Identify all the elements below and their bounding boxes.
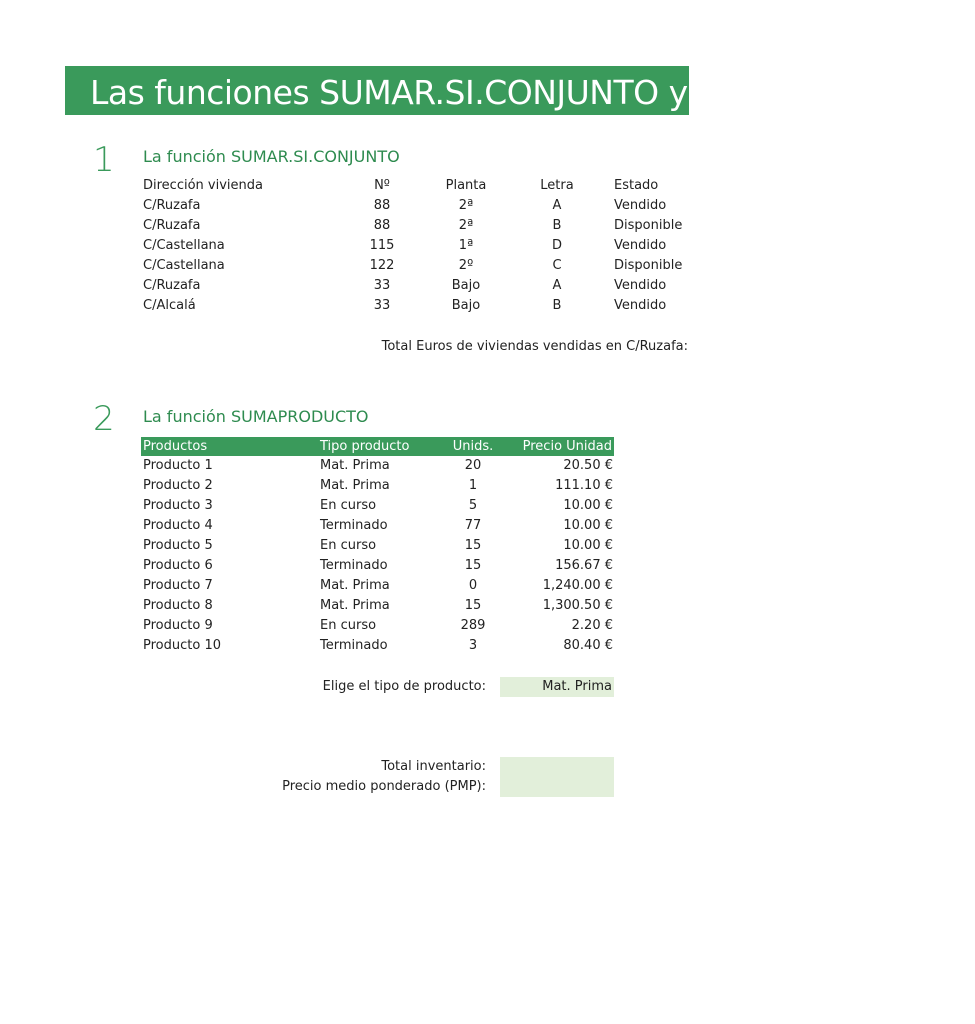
cell-letra[interactable]: A — [552, 198, 562, 213]
cell-unids[interactable]: 5 — [468, 498, 478, 513]
results-output-cells[interactable] — [500, 757, 614, 797]
cell-tipo-producto[interactable]: Terminado — [320, 638, 388, 653]
cell-estado[interactable]: Disponible — [614, 218, 683, 233]
cell-estado[interactable]: Vendido — [614, 198, 667, 213]
pmp-label: Precio medio ponderado (PMP): — [282, 779, 486, 794]
cell-tipo-producto[interactable]: Terminado — [320, 518, 388, 533]
page-title: Las funciones SUMAR.SI.CONJUNTO y SUMAPRODUCTO — [90, 73, 975, 112]
cell-tipo-producto[interactable]: Mat. Prima — [320, 598, 390, 613]
product-type-input[interactable] — [500, 677, 614, 697]
cell-estado[interactable]: Vendido — [614, 298, 667, 313]
cell-letra[interactable]: A — [552, 278, 562, 293]
cell-direccion[interactable]: C/Ruzafa — [143, 198, 201, 213]
cell-planta[interactable]: Bajo — [451, 298, 481, 313]
cell-producto[interactable]: Producto 4 — [143, 518, 213, 533]
cell-planta[interactable]: 2ª — [458, 218, 474, 233]
cell-producto[interactable]: Producto 9 — [143, 618, 213, 633]
cell-producto[interactable]: Producto 10 — [143, 638, 221, 653]
cell-tipo-producto[interactable]: Terminado — [320, 558, 388, 573]
cell-numero[interactable]: 88 — [373, 198, 391, 213]
cell-estado[interactable]: Vendido — [614, 238, 667, 253]
header-precio-unidad[interactable]: Precio Unidad — [522, 439, 612, 454]
cell-unids[interactable]: 15 — [464, 558, 482, 573]
total-inventory-label: Total inventario: — [381, 759, 486, 774]
cell-precio-unidad[interactable]: 1,240.00 € — [542, 578, 613, 593]
header-productos[interactable]: Productos — [143, 439, 208, 454]
cell-tipo-producto[interactable]: Mat. Prima — [320, 478, 390, 493]
cell-tipo-producto[interactable]: En curso — [320, 538, 377, 553]
cell-precio-unidad[interactable]: 1,300.50 € — [542, 598, 613, 613]
total-ruzafa-label: Total Euros de viviendas vendidas en C/Ruzafa: — [381, 339, 688, 354]
cell-unids[interactable]: 77 — [464, 518, 482, 533]
header-direccion[interactable]: Dirección vivienda — [143, 178, 263, 193]
cell-precio-unidad[interactable]: 2.20 € — [571, 618, 613, 633]
cell-producto[interactable]: Producto 3 — [143, 498, 213, 513]
cell-estado[interactable]: Disponible — [614, 258, 683, 273]
section-1-title: La función SUMAR.SI.CONJUNTO — [143, 147, 400, 166]
product-type-value: Mat. Prima — [542, 679, 612, 694]
choose-type-label: Elige el tipo de producto: — [322, 679, 486, 694]
header-tipo-producto[interactable]: Tipo producto — [320, 439, 410, 454]
cell-producto[interactable]: Producto 2 — [143, 478, 213, 493]
section-1-number: 1 — [93, 140, 115, 180]
cell-precio-unidad[interactable]: 111.10 € — [555, 478, 613, 493]
cell-tipo-producto[interactable]: En curso — [320, 498, 377, 513]
cell-tipo-producto[interactable]: En curso — [320, 618, 377, 633]
cell-planta[interactable]: 2ª — [458, 198, 474, 213]
cell-precio-unidad[interactable]: 80.40 € — [563, 638, 613, 653]
cell-unids[interactable]: 0 — [468, 578, 478, 593]
cell-unids[interactable]: 289 — [460, 618, 486, 633]
cell-letra[interactable]: C — [552, 258, 562, 273]
cell-direccion[interactable]: C/Ruzafa — [143, 278, 201, 293]
cell-producto[interactable]: Producto 6 — [143, 558, 213, 573]
header-letra[interactable]: Letra — [540, 178, 574, 193]
cell-estado[interactable]: Vendido — [614, 278, 667, 293]
cell-planta[interactable]: 1ª — [458, 238, 474, 253]
cell-precio-unidad[interactable]: 20.50 € — [563, 458, 613, 473]
cell-direccion[interactable]: C/Ruzafa — [143, 218, 201, 233]
section-2-title: La función SUMAPRODUCTO — [143, 407, 369, 426]
section-2-number: 2 — [93, 399, 115, 439]
header-estado[interactable]: Estado — [614, 178, 659, 193]
cell-precio-unidad[interactable]: 10.00 € — [563, 518, 613, 533]
header-unids[interactable]: Unids. — [452, 439, 494, 454]
title-banner — [65, 66, 975, 115]
cell-unids[interactable]: 3 — [468, 638, 478, 653]
cell-unids[interactable]: 1 — [468, 478, 478, 493]
cell-direccion[interactable]: C/Castellana — [143, 258, 225, 273]
cell-producto[interactable]: Producto 8 — [143, 598, 213, 613]
cell-producto[interactable]: Producto 5 — [143, 538, 213, 553]
cell-numero[interactable]: 88 — [373, 218, 391, 233]
cell-unids[interactable]: 15 — [464, 538, 482, 553]
products-header-row — [141, 437, 614, 456]
header-planta[interactable]: Planta — [445, 178, 487, 193]
cell-numero[interactable]: 33 — [373, 278, 391, 293]
cell-unids[interactable]: 15 — [464, 598, 482, 613]
cell-tipo-producto[interactable]: Mat. Prima — [320, 578, 390, 593]
cell-precio-unidad[interactable]: 10.00 € — [563, 498, 613, 513]
cell-direccion[interactable]: C/Castellana — [143, 238, 225, 253]
cell-numero[interactable]: 33 — [373, 298, 391, 313]
cell-unids[interactable]: 20 — [464, 458, 482, 473]
cell-planta[interactable]: Bajo — [451, 278, 481, 293]
cell-numero[interactable]: 122 — [369, 258, 395, 273]
cell-letra[interactable]: B — [552, 298, 562, 313]
cell-producto[interactable]: Producto 1 — [143, 458, 213, 473]
header-numero[interactable]: Nº — [374, 178, 390, 193]
cell-precio-unidad[interactable]: 156.67 € — [555, 558, 613, 573]
cell-numero[interactable]: 115 — [369, 238, 395, 253]
cell-producto[interactable]: Producto 7 — [143, 578, 213, 593]
cell-tipo-producto[interactable]: Mat. Prima — [320, 458, 390, 473]
cell-direccion[interactable]: C/Alcalá — [143, 298, 196, 313]
cell-planta[interactable]: 2º — [458, 258, 474, 273]
cell-letra[interactable]: D — [551, 238, 562, 253]
cell-precio-unidad[interactable]: 10.00 € — [563, 538, 613, 553]
cell-letra[interactable]: B — [552, 218, 562, 233]
